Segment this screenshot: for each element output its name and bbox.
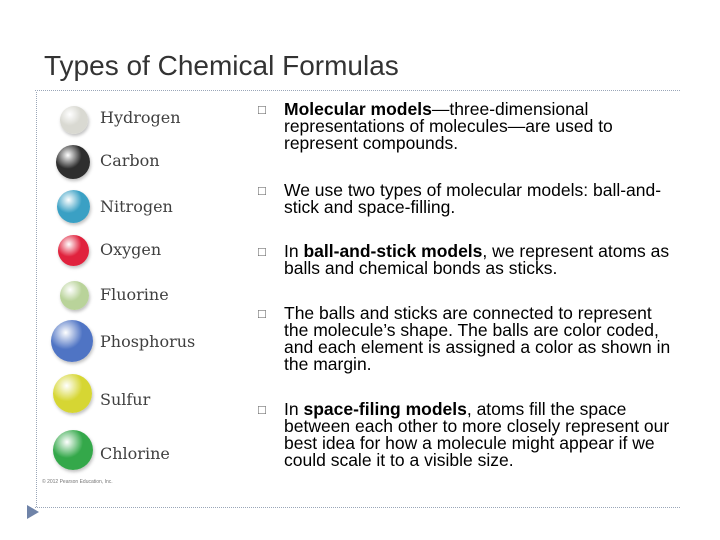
bullet-body: , atoms fill the space between each other to more closely represent our best idea for how a molecule might appear if we could scale it to a visible size. bbox=[284, 399, 670, 470]
next-slide-arrow-icon[interactable] bbox=[27, 505, 39, 519]
bullet-bold-term: ball-and-stick models bbox=[303, 241, 483, 261]
hydrogen-ball-icon bbox=[60, 106, 88, 134]
element-label: Chlorine bbox=[100, 444, 170, 463]
slide-title: Types of Chemical Formulas bbox=[44, 50, 399, 81]
bullet-body: —three-dimensional representations of molecules—are used to represent compounds. bbox=[284, 99, 613, 153]
oxygen-ball-icon bbox=[58, 235, 89, 266]
bullet-bold-term: Molecular models bbox=[284, 99, 432, 119]
sulfur-ball-icon bbox=[53, 374, 92, 413]
legend-item-hydrogen bbox=[50, 96, 210, 142]
bullet-body: In bbox=[284, 241, 304, 261]
bullet-text: We use two types of molecular models: ball-and-stick and space-filling. bbox=[284, 180, 662, 217]
bullet-box-icon bbox=[258, 245, 272, 259]
bullet-body: In bbox=[284, 399, 304, 419]
phosphorus-ball-icon bbox=[51, 320, 93, 362]
bullet-bold-term: space-filing models bbox=[303, 399, 467, 419]
bullet-box-icon bbox=[258, 103, 272, 117]
bullet-text bbox=[284, 243, 678, 277]
fluorine-ball-icon bbox=[60, 281, 89, 310]
carbon-ball-icon bbox=[56, 145, 90, 179]
bullet-text bbox=[284, 401, 678, 469]
legend-item-phosphorus bbox=[50, 320, 210, 366]
bullet-box-icon bbox=[258, 184, 272, 198]
legend-item-carbon bbox=[50, 141, 210, 187]
legend-item-oxygen bbox=[50, 232, 210, 278]
chlorine-ball-icon bbox=[53, 430, 93, 470]
element-label: Hydrogen bbox=[100, 108, 181, 127]
element-label: Phosphorus bbox=[100, 332, 196, 351]
copyright-notice: © 2012 Pearson Education, Inc. bbox=[42, 479, 113, 485]
bullet-text bbox=[284, 101, 678, 152]
element-color-legend bbox=[50, 96, 210, 488]
bullet-body: , we represent atoms as balls and chemical bonds as sticks. bbox=[284, 241, 670, 278]
legend-item-nitrogen bbox=[50, 187, 210, 233]
nitrogen-ball-icon bbox=[57, 190, 90, 223]
legend-item-chlorine bbox=[50, 430, 210, 476]
bullet-list bbox=[258, 0, 678, 540]
left-border-divider bbox=[36, 92, 37, 507]
element-label: Carbon bbox=[100, 151, 160, 170]
element-label: Fluorine bbox=[100, 285, 169, 304]
legend-item-sulfur bbox=[50, 374, 210, 420]
element-label: Oxygen bbox=[100, 240, 162, 259]
bullet-text: The balls and sticks are connected to represent the molecule’s shape. The balls are color coded, and each element is assigned a color as shown in the margin. bbox=[284, 303, 671, 374]
bullet-box-icon bbox=[258, 307, 272, 321]
element-label: Sulfur bbox=[100, 390, 151, 409]
element-label: Nitrogen bbox=[100, 197, 173, 216]
legend-item-fluorine bbox=[50, 278, 210, 324]
bullet-box-icon bbox=[258, 403, 272, 417]
